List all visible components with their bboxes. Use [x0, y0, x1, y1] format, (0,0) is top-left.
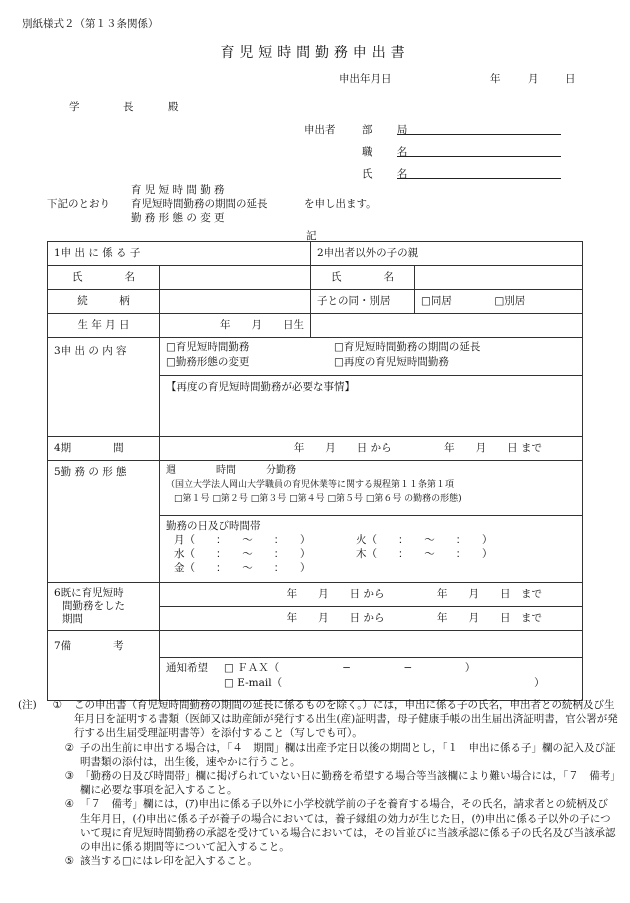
cohabit-same-checkbox[interactable]: □同居 — [421, 295, 452, 308]
addressee-part-3: 殿 — [168, 101, 179, 113]
tuesday-time[interactable]: 火（ ： 〜 ： ） — [356, 534, 493, 546]
days-title: 勤務の日及び時間帯 — [166, 520, 261, 532]
cohabit-separate-checkbox[interactable]: □別居 — [494, 295, 526, 308]
work-form-options[interactable]: □第１号 □第２号 □第３号 □第４号 □第５号 □第６号 の勤務の形態) — [174, 494, 462, 504]
parent-name-field[interactable] — [415, 266, 583, 290]
dept-field[interactable] — [397, 134, 561, 135]
relation-label: 続 柄 — [48, 290, 160, 314]
wednesday-time[interactable]: 水（ ： 〜 ： ） — [174, 548, 311, 560]
note-5-mark: ⑤ — [64, 855, 74, 868]
content-option-again[interactable]: □再度の育児短時間勤務 — [334, 356, 449, 368]
note-2: 子の出生前に申出する場合は，「４ 期間」欄は出産予定日以後の期間とし，「１ 申出に係る子」欄の記入及び証明書類の添付は，出生後，速やかに行うこと。 — [80, 741, 616, 768]
monday-time[interactable]: 月（ ： 〜 ： ） — [174, 534, 311, 546]
friday-time[interactable]: 金（ ： 〜 ： ） — [174, 562, 311, 574]
note-1: この申出書（育児短時間勤務の期間の延長に係るものを除く。）には，申出に係る子の氏名，申出者との続柄及び生年月日を証明する書類（医師又は助産師が発行する出生(産)証明書，母子健康手帳の出生届出済証明書，官公署が発行する出生届受理証明書等）を添付すること（写しでも可）。 — [74, 699, 618, 740]
cohabit-label: 子との同・別居 — [311, 290, 415, 314]
section-4-label: 4期 間 — [48, 437, 160, 461]
date-label: 申出年月日 — [339, 73, 392, 85]
remarks-field[interactable] — [160, 631, 582, 658]
form-number: 別紙様式２（第１３条関係） — [22, 18, 159, 30]
relation-field[interactable] — [160, 290, 311, 314]
section-6-label-2: 間勤務をした — [62, 600, 125, 612]
intro-option-1: 育 児 短 時 間 勤 務 — [131, 184, 225, 196]
intro-suffix: を申し出ます。 — [304, 198, 377, 210]
previous-period-2[interactable]: 年 月 日 から 年 月 日 まで — [160, 607, 583, 631]
post-label: 職 名 — [362, 146, 418, 158]
content-option-new[interactable]: □育児短時間勤務 — [166, 341, 250, 353]
addressee-part-1: 学 — [69, 101, 80, 113]
content-option-change[interactable]: □勤務形態の変更 — [166, 356, 250, 368]
intro-prefix: 下記のとおり — [47, 198, 110, 210]
ki-mark: 記 — [306, 230, 317, 242]
section-6-label-1: 6既に育児短時 — [54, 587, 124, 599]
parent-name-label: 氏 名 — [311, 266, 415, 290]
note-4-mark: ④ — [64, 798, 74, 811]
birthdate-field[interactable]: 年 月 日生 — [160, 314, 311, 338]
notes-head: (注) — [18, 699, 37, 711]
note-3-mark: ③ — [64, 770, 74, 783]
name-label: 氏 名 — [362, 168, 418, 180]
note-1-mark: ① — [52, 699, 62, 711]
note-4: 「７ 備考」欄には，(ｱ)申出に係る子以外に小学校就学前の子を養育する場合，その氏名，請求者との続柄及び生年月日，(ｲ)申出に係る子が養子の場合においては，養子縁組の効力が生じた日，(ｳ)申出に係る子以外の子について現に育児短時間勤務の承認を受けている場合においては，その旨並びに当該承認に係る子の氏名及び当該承認の申出に係る期間等について記入すること。 — [80, 798, 616, 854]
intro-option-2: 育児短時間勤務の期間の延長 — [131, 198, 268, 210]
note-2-mark: ② — [64, 741, 74, 754]
date-year: 年 — [490, 73, 501, 85]
applicant-label: 申出者 — [304, 124, 336, 136]
section-5-label: 5勤 務 の 形 態 — [48, 461, 160, 583]
date-month: 月 — [528, 73, 539, 85]
section-7-label: 7備 考 — [48, 631, 160, 701]
content-option-extend[interactable]: □育児短時間勤務の期間の延長 — [334, 341, 481, 353]
fax-field[interactable]: □ ＦＡＸ（ − − ） — [224, 662, 476, 674]
section-3-label: 3申 出 の 内 容 — [48, 338, 160, 437]
birthdate-label: 生 年 月 日 — [48, 314, 160, 338]
intro-option-3: 勤 務 形 態 の 変 更 — [131, 212, 225, 224]
section-2-header: 2申出者以外の子の親 — [311, 242, 583, 266]
addressee-part-2: 長 — [123, 101, 134, 113]
thursday-time[interactable]: 木（ ： 〜 ： ） — [356, 548, 493, 560]
date-day: 日 — [565, 73, 576, 85]
blank-cell — [311, 314, 583, 338]
previous-period-1[interactable]: 年 月 日 から 年 月 日 まで — [160, 583, 583, 607]
note-5: 該当する□にはレ印を記入すること。 — [80, 855, 258, 868]
child-name-field[interactable] — [160, 266, 311, 290]
child-name-label: 氏 名 — [48, 266, 160, 290]
email-field[interactable]: □ E-mail（ ） — [224, 677, 545, 689]
weekly-hours[interactable]: 週 時間 分勤務 — [166, 465, 296, 476]
name-field[interactable] — [397, 178, 561, 179]
section-6-label-3: 期間 — [62, 613, 83, 625]
reason-label: 【再度の育児短時間勤務が必要な事情】 — [166, 381, 355, 393]
reason-box[interactable] — [160, 376, 582, 436]
section-1-header: 1申 出 に 係 る 子 — [48, 242, 311, 266]
note-3: 「勤務の日及び時間帯」欄に掲げられていない日に勤務を希望する場合等当該欄により難い場合には，「７ 備考」欄に必要な事項を記入すること。 — [80, 770, 616, 797]
application-table — [47, 241, 583, 701]
notify-label: 通知希望 — [166, 662, 208, 674]
page-title: 育児短時間勤務申出書 — [220, 45, 410, 61]
post-field[interactable] — [397, 156, 561, 157]
rule-reference: （国立大学法人岡山大学職員の育児休業等に関する規程第１１条第１項 — [166, 480, 455, 490]
dept-label: 部 局 — [362, 124, 418, 136]
period-field[interactable]: 年 月 日 から 年 月 日 まで — [160, 437, 583, 461]
notes — [18, 698, 618, 868]
